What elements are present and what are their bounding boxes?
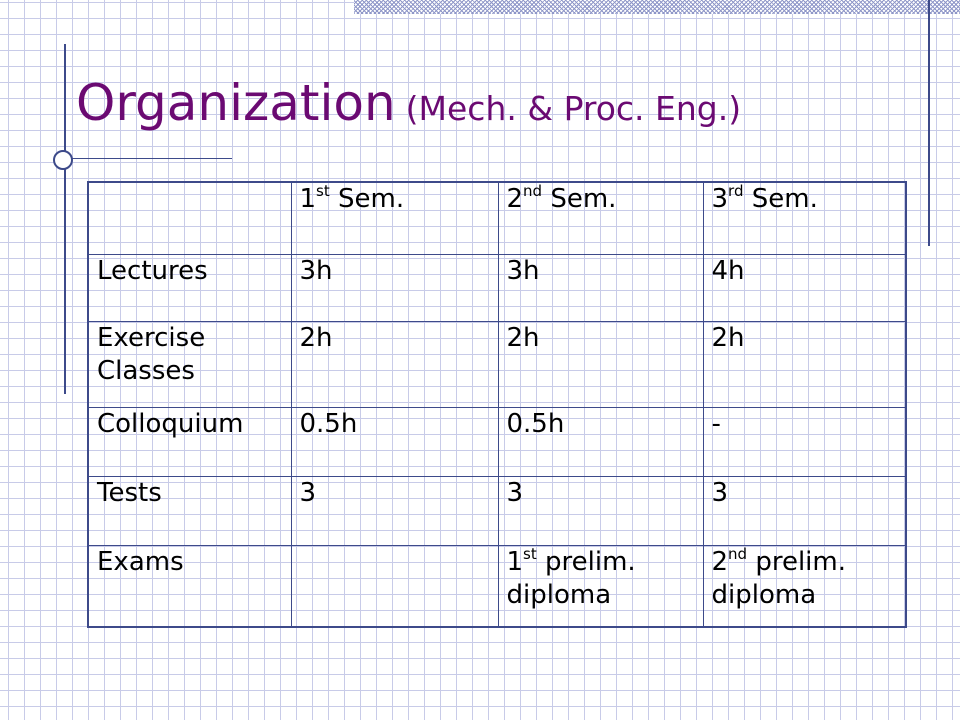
- title-subtitle: (Mech. & Proc. Eng.): [405, 89, 742, 128]
- decorative-title-underline: [62, 158, 232, 159]
- table-cell: 2h: [703, 322, 906, 408]
- table-row: [88, 322, 906, 408]
- table-cell: 3: [703, 476, 906, 545]
- slide-title: [76, 74, 741, 132]
- header-cell-empty: [88, 182, 291, 254]
- table-cell: 2nd prelim. diploma: [703, 545, 906, 627]
- table-cell: 3h: [291, 254, 498, 321]
- table-cell: 0.5h: [291, 408, 498, 476]
- decorative-hatch-bar: [354, 0, 960, 14]
- table-cell: 3: [498, 476, 703, 545]
- row-label: Lectures: [88, 254, 291, 321]
- table-row: [88, 408, 906, 476]
- header-cell-sem3: 3rd Sem.: [703, 182, 906, 254]
- schedule-table: [87, 181, 907, 628]
- row-label: Exercise Classes: [88, 322, 291, 408]
- table-cell: 3h: [498, 254, 703, 321]
- table-cell: 2h: [498, 322, 703, 408]
- table-header-row: [88, 182, 906, 254]
- table-cell: 0.5h: [498, 408, 703, 476]
- table-row: [88, 476, 906, 545]
- table-cell: -: [703, 408, 906, 476]
- table-row: [88, 254, 906, 321]
- table-cell: 4h: [703, 254, 906, 321]
- table-cell-empty: [291, 545, 498, 627]
- decorative-vertical-line-left: [64, 44, 66, 394]
- header-cell-sem1: 1st Sem.: [291, 182, 498, 254]
- table-cell: 3: [291, 476, 498, 545]
- row-label: Exams: [88, 545, 291, 627]
- row-label: Tests: [88, 476, 291, 545]
- row-label: Colloquium: [88, 408, 291, 476]
- decorative-circle: [53, 150, 73, 170]
- table-row: [88, 545, 906, 627]
- title-main: Organization: [76, 74, 396, 132]
- table-cell: 2h: [291, 322, 498, 408]
- header-cell-sem2: 2nd Sem.: [498, 182, 703, 254]
- decorative-vertical-line-right: [928, 0, 930, 246]
- table-cell: 1st prelim. diploma: [498, 545, 703, 627]
